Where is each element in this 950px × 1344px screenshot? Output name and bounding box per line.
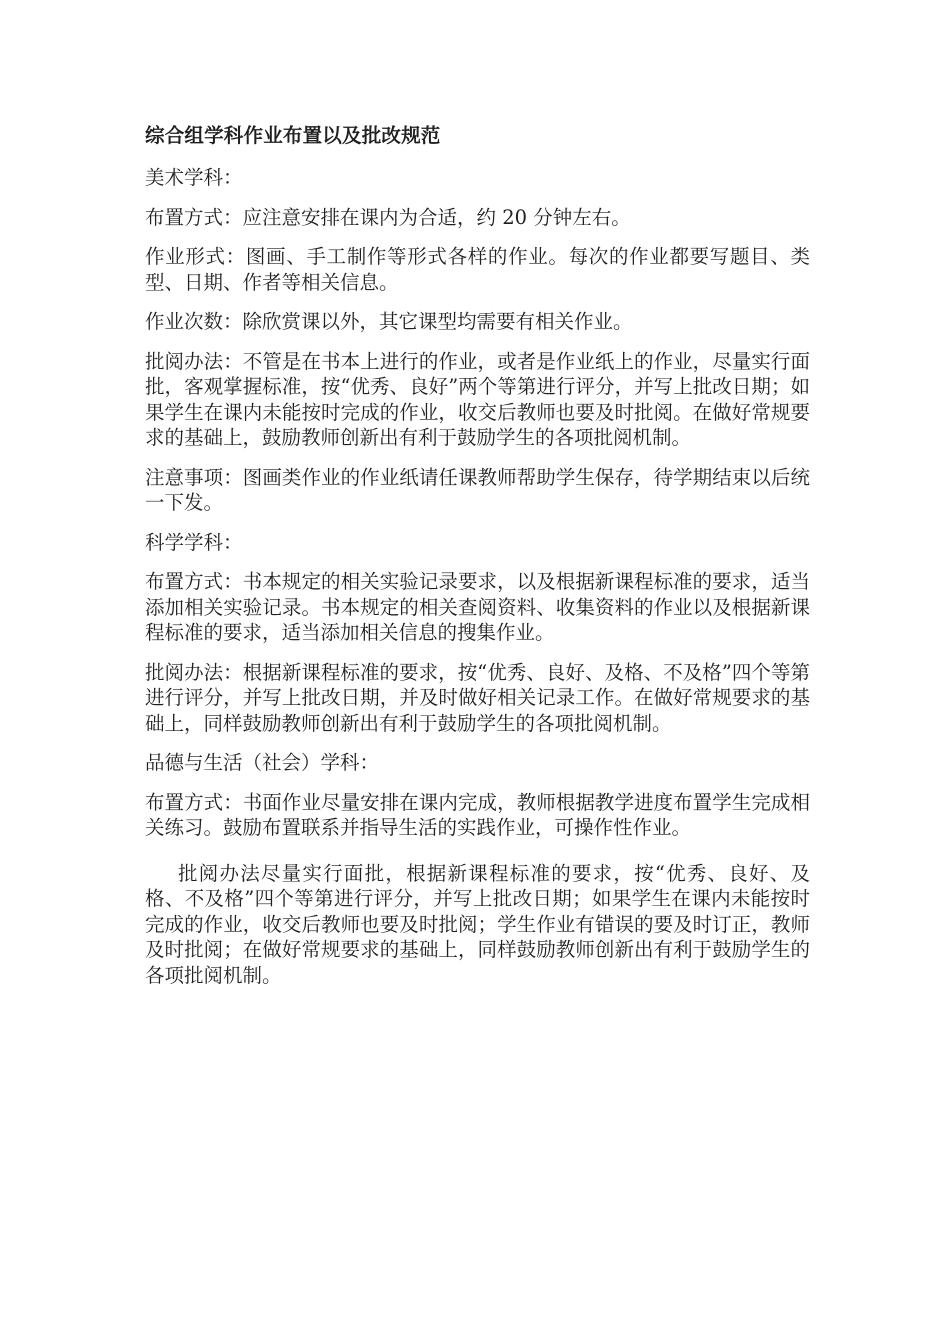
morality-grading-method: 批阅办法尽量实行面批，根据新课程标准的要求，按“优秀、良好、及格、不及格”四个等第进行评分，并写上批改日期；如果学生在课内未能按时完成的作业，收交后教师也要及时批阅；学生作业有错误的要及时订正，教师及时批阅；在做好常规要求的基础上，同样鼓励教师创新出有利于鼓励学生的各项批阅机制。: [145, 861, 810, 987]
art-notes: 注意事项：图画类作业的作业纸请任课教师帮助学生保存，待学期结束以后统一下发。: [145, 465, 810, 514]
section-heading-science: 科学学科：: [145, 530, 243, 554]
art-assignment-frequency: 作业次数：除欣赏课以外，其它课型均需要有相关作业。: [145, 310, 633, 333]
science-grading-method: 批阅办法：根据新课程标准的要求，按“优秀、良好、及格、不及格”四个等第进行评分，并写上批改日期，并及时做好相关记录工作。在做好常规要求的基础上，同样鼓励教师创新出有利于鼓励学生的各项批阅机制。: [145, 660, 810, 735]
art-assignment-format: 作业形式：图画、手工制作等形式各样的作业。每次的作业都要写题目、类型、日期、作者等相关信息。: [145, 245, 810, 294]
science-assignment-method: 布置方式：书本规定的相关实验记录要求，以及根据新课程标准的要求，适当添加相关实验记录。书本规定的相关查阅资料、收集资料的作业以及根据新课程标准的要求，适当添加相关信息的搜集作业。: [145, 570, 810, 644]
document-page: [145, 121, 810, 1002]
document-title: 综合组学科作业布置以及批改规范: [145, 124, 441, 147]
section-heading-art: 美术学科：: [145, 166, 243, 189]
art-assignment-method: 布置方式：应注意安排在课内为合适，约 20 分钟左右。: [145, 205, 631, 229]
section-heading-morality: 品德与生活（社会）学科：: [145, 751, 380, 774]
art-grading-method: 批阅办法：不管是在书本上进行的作业，或者是作业纸上的作业，尽量实行面批，客观掌握标准，按“优秀、良好”两个等第进行评分，并写上批改日期；如果学生在课内未能按时完成的作业，收交后教师也要及时批阅。在做好常规要求的基础上，鼓励教师创新出有利于鼓励学生的各项批阅机制。: [145, 349, 810, 449]
morality-assignment-method: 布置方式：书面作业尽量安排在课内完成，教师根据教学进度布置学生完成相关练习。鼓励布置联系并指导生活的实践作业，可操作性作业。: [145, 790, 810, 839]
